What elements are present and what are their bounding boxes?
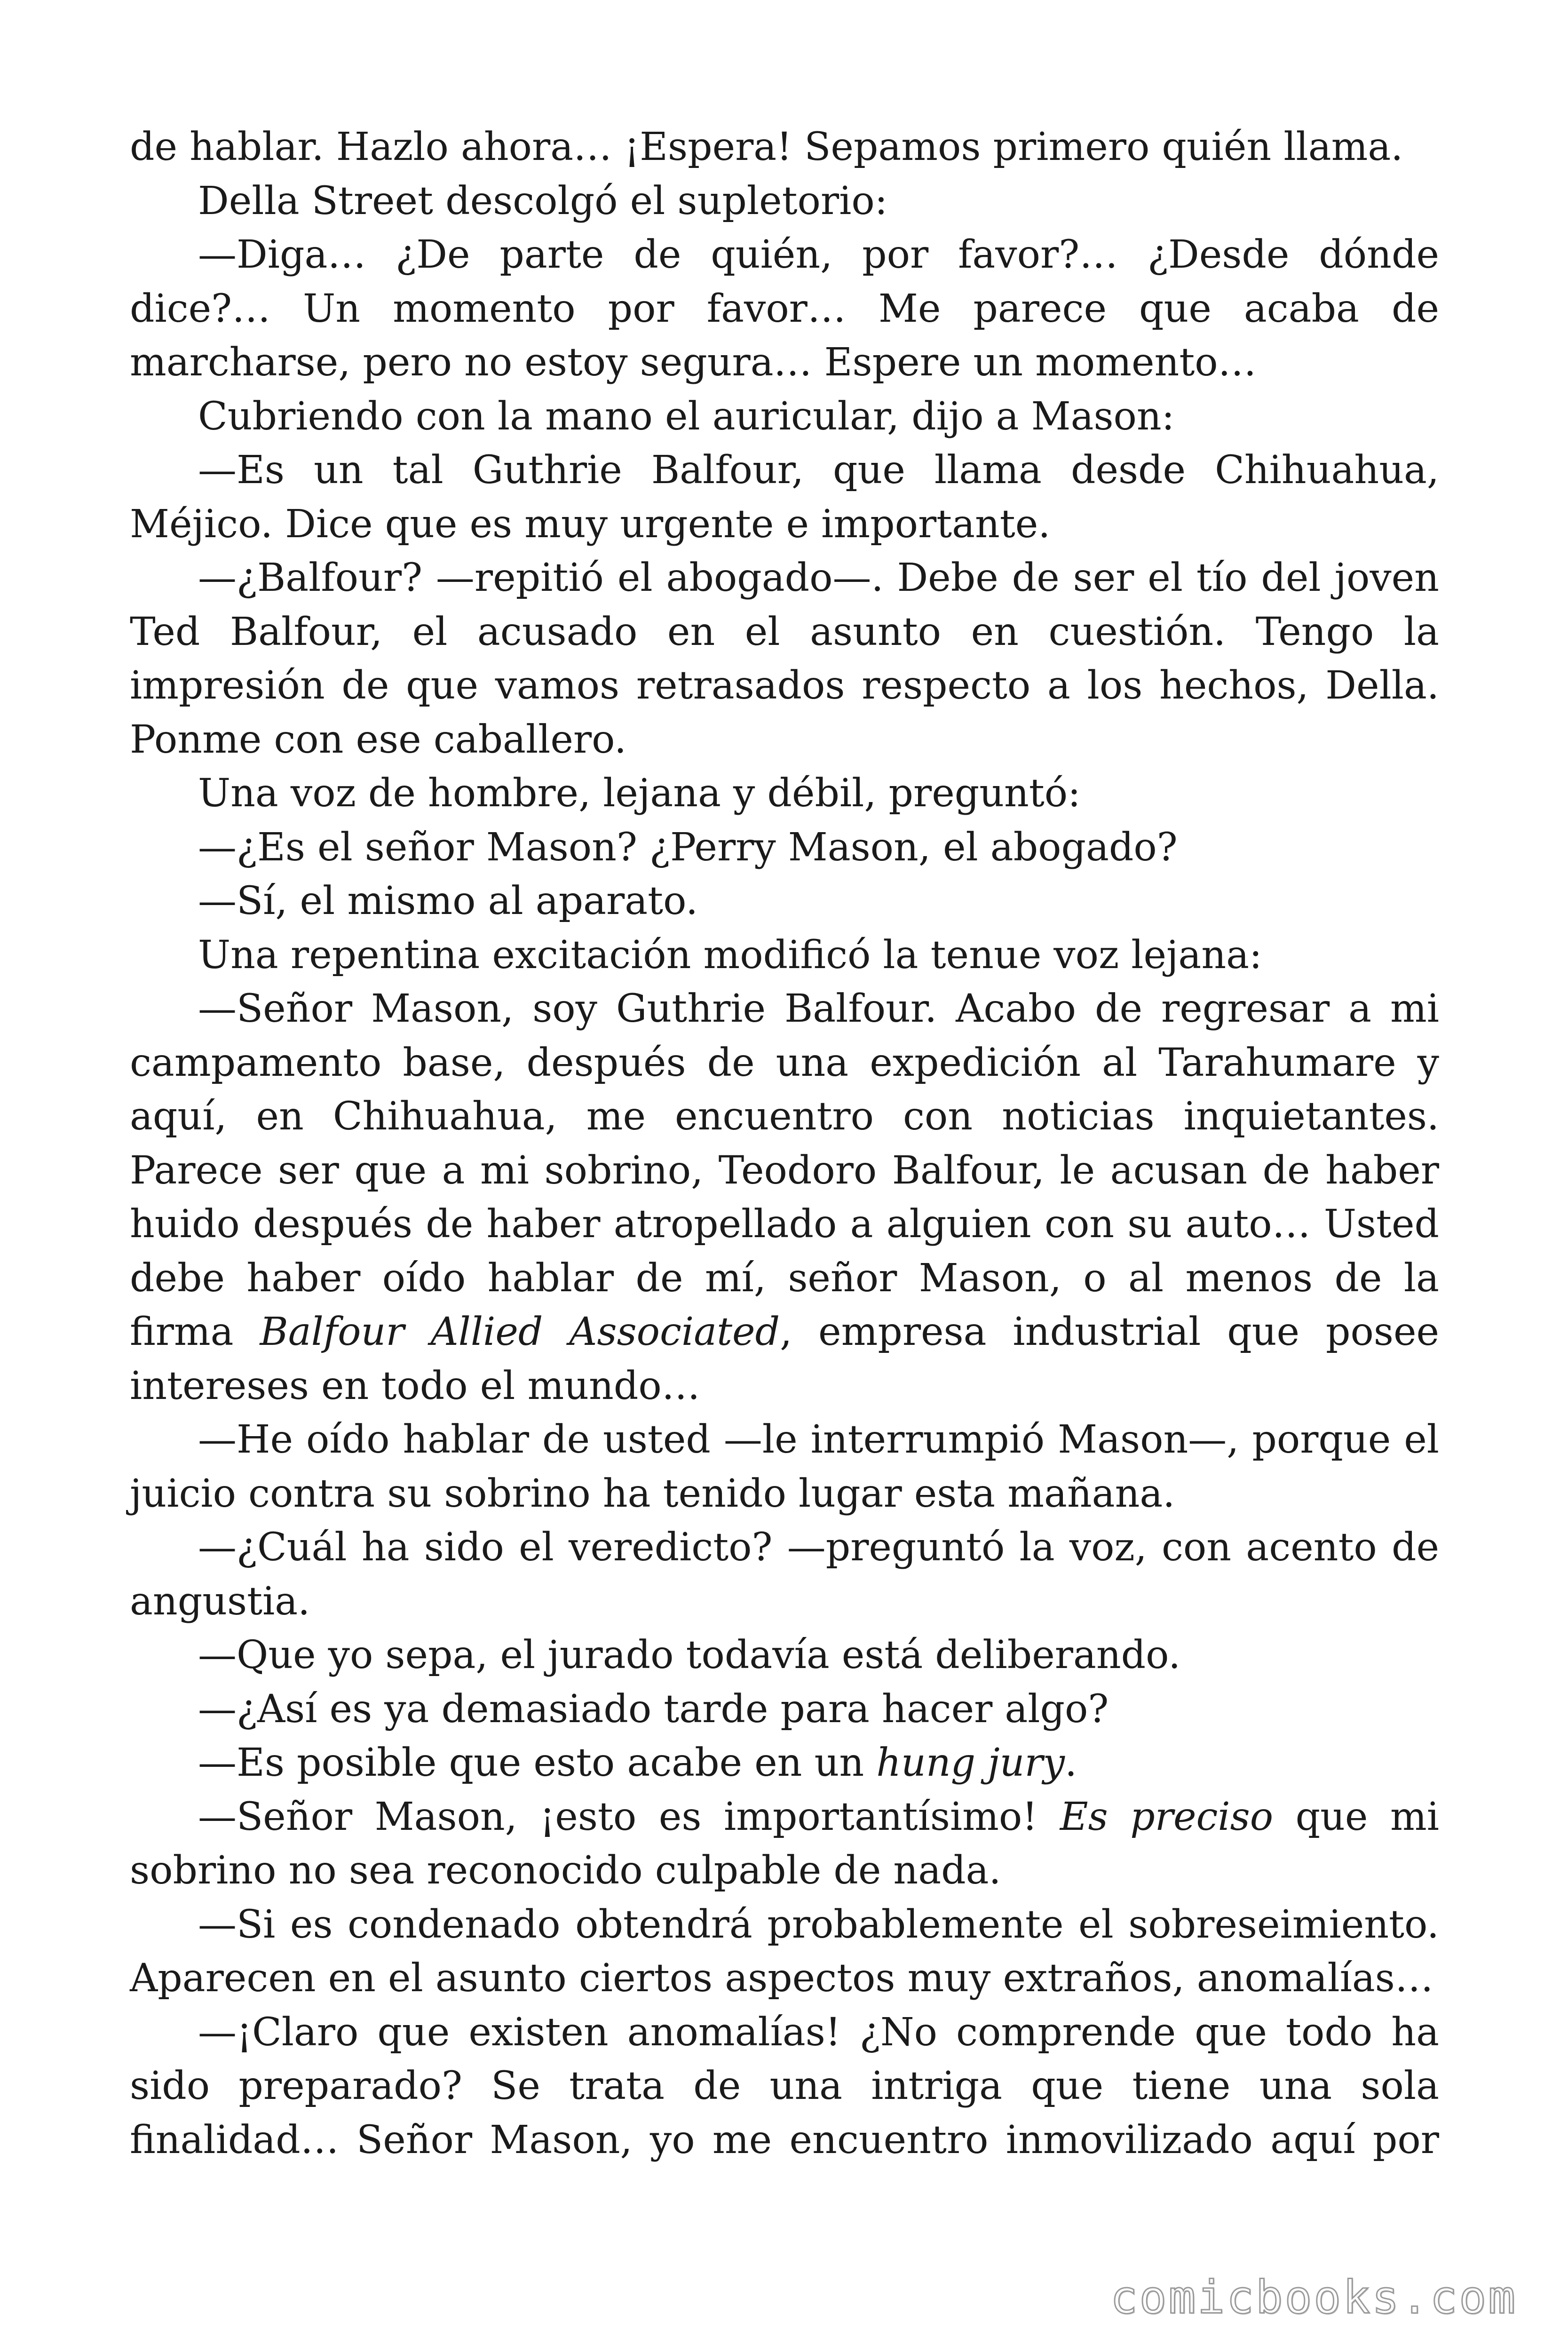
paragraph-18: —Si es condenado obtendrá probablemente el sobreseimiento. Aparecen en el asunto ciertos aspectos muy extraños, anomalías… [130, 1902, 1439, 2001]
paragraph-16: —Es posible que esto acabe en un hung jury. [198, 1740, 1077, 1785]
paragraph-7: Una voz de hombre, lejana y débil, preguntó: [198, 771, 1081, 816]
hung-jury-italic: hung jury [876, 1740, 1065, 1785]
paragraph-4: Cubriendo con la mano el auricular, dijo a Mason: [198, 394, 1175, 439]
paragraph-11: —Señor Mason, soy Guthrie Balfour. Acabo de regresar a mi campamento base, después de una expedición al Tarahumare y aquí, en Chihuahua, me encuentro con noticias inquietantes. Parece ser que a mi sobrino, Teodoro Balfour, le acusan de haber huido después de haber atropellado a alguien con su auto… Usted debe haber oído hablar de mí, señor Mason, o al menos de la firma Balfour Allied Associated, empresa industrial que posee intereses en todo el mundo… [130, 986, 1439, 1408]
paragraph-13: —¿Cuál ha sido el veredicto? —preguntó la voz, con acento de angustia. [130, 1525, 1439, 1624]
paragraph-1: de hablar. Hazlo ahora… ¡Espera! Sepamos primero quién llama. [130, 125, 1403, 169]
paragraph-14: —Que yo sepa, el jurado todavía está deliberando. [198, 1633, 1181, 1677]
watermark-logo: comicbooks.com [1110, 2271, 1517, 2324]
paragraph-12: —He oído hablar de usted —le interrumpió Mason—, porque el juicio contra su sobrino ha tenido lugar esta mañana. [130, 1417, 1439, 1516]
paragraph-15: —¿Así es ya demasiado tarde para hacer algo? [198, 1686, 1109, 1732]
es-preciso-italic: Es preciso [1060, 1794, 1274, 1839]
paragraph-17: —Señor Mason, ¡esto es importantísimo! Es preciso que mi sobrino no sea reconocido culpable de nada. [130, 1794, 1439, 1893]
paragraph-3: —Diga… ¿De parte de quién, por favor?… ¿Desde dónde dice?… Un momento por favor… Me parece que acaba de marcharse, pero no estoy segura… Espere un momento… [130, 232, 1439, 385]
paragraph-9: —Sí, el mismo al aparato. [198, 879, 698, 923]
paragraph-5: —Es un tal Guthrie Balfour, que llama desde Chihuahua, Méjico. Dice que es muy urgente e importante. [130, 448, 1439, 547]
paragraph-10: Una repentina excitación modificó la tenue voz lejana: [198, 932, 1262, 977]
company-name-italic: Balfour Allied Associated [260, 1310, 780, 1354]
paragraph-2: Della Street descolgó el supletorio: [198, 178, 888, 223]
paragraph-19: —¡Claro que existen anomalías! ¿No comprende que todo ha sido preparado? Se trata de una intriga que tiene una sola finalidad… Señor Mason, yo me encuentro inmovilizado aquí por [130, 2010, 1439, 2162]
paragraph-8: —¿Es el señor Mason? ¿Perry Mason, el abogado? [198, 825, 1178, 870]
body-text [130, 120, 1439, 2167]
paragraph-6: —¿Balfour? —repitió el abogado—. Debe de ser el tío del joven Ted Balfour, el acusado en el asunto en cuestión. Tengo la impresión de que vamos retrasados respecto a los hechos, Della. Ponme con ese caballero. [130, 556, 1439, 762]
